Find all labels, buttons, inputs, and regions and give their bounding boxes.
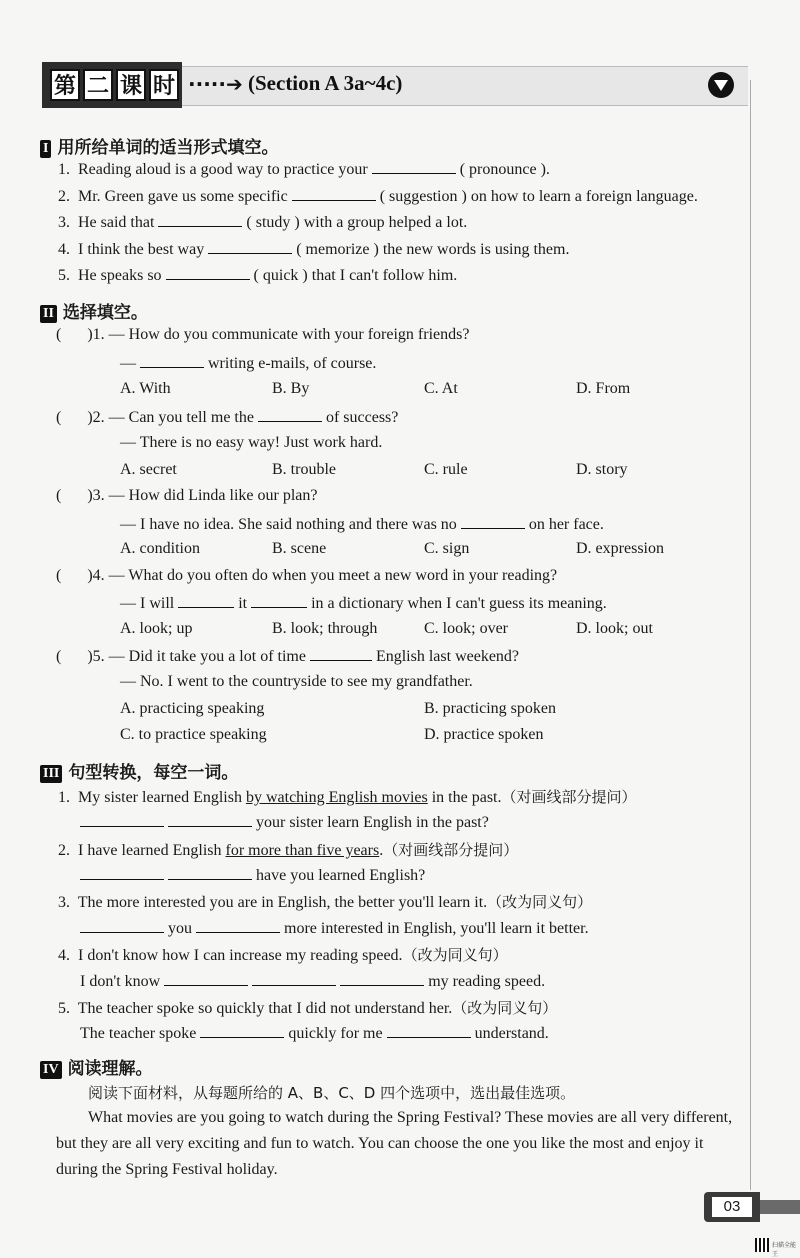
item-hint: ( memorize ) the new words is using them. <box>296 241 570 258</box>
answer-blank[interactable] <box>387 1023 471 1038</box>
s3-item-1 <box>58 786 637 807</box>
s2-q2-option-b[interactable]: B. trouble <box>272 461 336 478</box>
section-4-title: 阅读理解。 <box>67 1059 153 1079</box>
answer-blank[interactable] <box>166 265 250 280</box>
margin-line <box>750 80 751 1190</box>
s3-item-2 <box>58 839 518 860</box>
answer-blank[interactable] <box>292 186 376 201</box>
section-title: (Section A 3a~4c) <box>248 71 403 95</box>
s2-q1-option-d[interactable]: D. From <box>576 380 631 397</box>
answer-blank[interactable] <box>80 865 164 880</box>
s3-item-3-answer <box>80 918 589 938</box>
item-instruction: （改为同义句） <box>402 946 508 964</box>
s2-q3-option-d[interactable]: D. expression <box>576 540 664 557</box>
s1-item-4 <box>58 239 569 259</box>
s2-q2-stem <box>56 407 398 427</box>
item-text: He speaks so <box>78 267 162 284</box>
item-hint: ( study ) with a group helped a lot. <box>246 214 468 231</box>
s3-item-5 <box>58 997 557 1018</box>
underlined-phrase: for more than five years <box>225 842 380 859</box>
s3-item-3 <box>58 891 592 912</box>
s2-q5-answer: — No. I went to the countryside to see my grandfather. <box>120 673 473 690</box>
item-number: 5. <box>58 1000 70 1017</box>
page-number-tab <box>704 1192 760 1222</box>
s2-q5-stem <box>56 646 519 666</box>
s2-q3-answer <box>120 514 604 534</box>
dialog-text: on her face. <box>528 516 604 533</box>
answer-blank[interactable] <box>164 971 248 986</box>
dialog-text: in a dictionary when I can't guess its meaning. <box>311 595 607 612</box>
item-text: The teacher spoke so quickly that I did not understand her. <box>77 1000 453 1017</box>
s2-q1-option-c[interactable]: C. At <box>424 380 458 397</box>
s1-item-3 <box>58 212 467 232</box>
underlined-phrase: by watching English movies <box>245 789 428 806</box>
s3-item-1-answer <box>80 812 489 832</box>
s2-q1-option-b[interactable]: B. By <box>272 380 310 397</box>
s2-q5-option-d[interactable]: D. practice spoken <box>424 726 544 743</box>
answer-blank[interactable] <box>252 971 336 986</box>
answer-blank[interactable] <box>200 1023 284 1038</box>
answer-paren-open[interactable]: ( <box>56 326 62 343</box>
question-text: English last weekend? <box>375 648 520 665</box>
page-tab-tail <box>760 1200 800 1214</box>
question-text: of success? <box>325 409 399 426</box>
item-number: 3. <box>58 894 70 911</box>
answer-line-text: have you learned English? <box>256 867 426 884</box>
item-number: 5. <box>58 267 70 284</box>
question-text: — Did it take you a lot of time <box>108 648 306 665</box>
s2-q4-option-c[interactable]: C. look; over <box>424 620 508 637</box>
s2-q2-answer: — There is no easy way! Just work hard. <box>120 434 383 451</box>
scanner-watermark: 扫描全能王 <box>772 1242 797 1258</box>
qr-code-icon <box>755 1238 769 1252</box>
section-1-title: 用所给单词的适当形式填空。 <box>57 138 279 158</box>
answer-paren-open[interactable]: ( <box>56 487 62 504</box>
s2-q5-option-b[interactable]: B. practicing spoken <box>424 700 556 717</box>
answer-line-text: I don't know <box>80 973 161 990</box>
triangle-down-icon <box>708 72 734 98</box>
s2-q1-stem <box>56 326 469 344</box>
dialog-text: writing e-mails, of course. <box>208 355 377 372</box>
s3-item-4-answer <box>80 971 545 991</box>
roman-numeral-4: IV <box>40 1061 62 1079</box>
dialog-text: — I have no idea. She said nothing and there was no <box>120 516 457 533</box>
answer-blank[interactable] <box>158 212 242 227</box>
s2-q2-option-c[interactable]: C. rule <box>424 461 468 478</box>
question-number: )4. <box>87 567 105 584</box>
s2-q4-option-b[interactable]: B. look; through <box>272 620 378 637</box>
s2-q2-option-d[interactable]: D. story <box>576 461 628 478</box>
s2-q3-option-a[interactable]: A. condition <box>120 540 200 557</box>
section-1-heading <box>40 133 278 158</box>
answer-blank[interactable] <box>178 593 234 608</box>
arrow-icon: ·····➔ <box>188 72 243 96</box>
answer-blank[interactable] <box>196 918 280 933</box>
section-4-heading <box>40 1054 153 1079</box>
dialog-dash: — <box>120 355 136 372</box>
answer-blank[interactable] <box>258 407 322 422</box>
item-number: 1. <box>58 161 70 178</box>
s3-item-2-answer <box>80 865 425 885</box>
answer-line-text: understand. <box>474 1025 549 1042</box>
item-instruction: （对画线部分提问） <box>501 788 637 806</box>
s3-item-5-answer <box>80 1023 549 1043</box>
s2-q4-option-d[interactable]: D. look; out <box>576 620 653 637</box>
s2-q2-option-a[interactable]: A. secret <box>120 461 177 478</box>
answer-blank[interactable] <box>168 812 252 827</box>
answer-line-text: more interested in English, you'll learn it better. <box>284 920 589 937</box>
answer-blank[interactable] <box>251 593 307 608</box>
item-number: 2. <box>58 842 70 859</box>
item-instruction: （改为同义句） <box>452 999 558 1017</box>
answer-blank[interactable] <box>310 646 372 661</box>
s1-item-5 <box>58 265 457 285</box>
s2-q1-answer <box>120 353 376 373</box>
lesson-header <box>42 62 748 108</box>
s2-q4-option-a[interactable]: A. look; up <box>120 620 193 637</box>
item-text: My sister learned English <box>78 789 246 806</box>
s2-q4-stem <box>56 567 557 585</box>
question-number: )5. <box>87 648 105 665</box>
answer-line-text: your sister learn English in the past? <box>256 814 489 831</box>
answer-line-text: quickly for me <box>288 1025 383 1042</box>
question-number: )3. <box>87 487 105 504</box>
s2-q4-answer <box>120 593 607 613</box>
answer-line-text: my reading speed. <box>428 973 546 990</box>
s3-item-4 <box>58 944 508 965</box>
reading-instruction: 阅读下面材料，从每题所给的 A、B、C、D 四个选项中，选出最佳选项。 <box>88 1084 576 1102</box>
item-number: 4. <box>58 947 70 964</box>
item-instruction: （改为同义句） <box>487 893 593 911</box>
answer-blank[interactable] <box>140 353 204 368</box>
item-hint: ( quick ) that I can't follow him. <box>253 267 458 284</box>
answer-blank[interactable] <box>168 865 252 880</box>
item-text: . <box>379 842 384 859</box>
page-number: 03 <box>712 1197 752 1217</box>
s1-item-2 <box>58 186 698 206</box>
item-hint: ( pronounce ). <box>459 161 550 178</box>
lesson-char-3: 课 <box>116 69 146 101</box>
s2-q3-option-c[interactable]: C. sign <box>424 540 470 557</box>
question-text: — How do you communicate with your foreign friends? <box>108 326 470 343</box>
item-instruction: （对画线部分提问） <box>383 841 519 859</box>
answer-blank[interactable] <box>340 971 424 986</box>
item-number: 3. <box>58 214 70 231</box>
item-hint: ( suggestion ) on how to learn a foreign language. <box>379 188 698 205</box>
question-number: )2. <box>87 409 105 426</box>
s2-q5-option-c[interactable]: C. to practice speaking <box>120 726 267 743</box>
question-number: )1. <box>87 326 105 343</box>
s2-q3-stem <box>56 487 318 505</box>
item-text: He said that <box>78 214 155 231</box>
item-text: Reading aloud is a good way to practice your <box>78 161 368 178</box>
lesson-char-4: 时 <box>149 69 179 101</box>
item-number: 2. <box>58 188 70 205</box>
roman-numeral-2: II <box>40 305 57 323</box>
section-2-heading <box>40 298 148 323</box>
item-number: 1. <box>58 789 70 806</box>
lesson-char-2: 二 <box>83 69 113 101</box>
answer-line-text: you <box>168 920 192 937</box>
answer-blank[interactable] <box>80 918 164 933</box>
answer-line-text: The teacher spoke <box>80 1025 197 1042</box>
reading-paragraph: What movies are you going to watch during the Spring Festival? These movies are all very different, but they are all very exciting and fun to watch. You can choose the one you like the most and enjoy it during the Spring Festival holiday. <box>56 1109 733 1178</box>
item-text: I have learned English <box>78 842 226 859</box>
s2-q3-option-b[interactable]: B. scene <box>272 540 327 557</box>
section-2-title: 选择填空。 <box>62 303 148 323</box>
item-text: in the past. <box>427 789 502 806</box>
s2-q1-option-a[interactable]: A. With <box>120 380 171 397</box>
answer-blank[interactable] <box>208 239 292 254</box>
answer-paren-open[interactable]: ( <box>56 409 62 426</box>
item-text: The more interested you are in English, the better you'll learn it. <box>77 894 488 911</box>
s2-q5-option-a[interactable]: A. practicing speaking <box>120 700 265 717</box>
question-text: — What do you often do when you meet a new word in your reading? <box>108 567 558 584</box>
item-text: Mr. Green gave us some specific <box>78 188 288 205</box>
s1-item-1 <box>58 159 550 179</box>
dialog-text: it <box>238 595 248 612</box>
question-text: — How did Linda like our plan? <box>108 487 318 504</box>
section-3-heading <box>40 758 238 783</box>
answer-paren-open[interactable]: ( <box>56 567 62 584</box>
item-text: I don't know how I can increase my reading speed. <box>78 947 403 964</box>
answer-paren-open[interactable]: ( <box>56 648 62 665</box>
answer-blank[interactable] <box>372 159 456 174</box>
item-text: I think the best way <box>78 241 205 258</box>
item-number: 4. <box>58 241 70 258</box>
lesson-label-block <box>42 62 182 108</box>
lesson-char-1: 第 <box>50 69 80 101</box>
question-text: — Can you tell me the <box>108 409 254 426</box>
roman-numeral-1: I <box>40 140 51 158</box>
dialog-text: — I will <box>120 595 175 612</box>
answer-blank[interactable] <box>461 514 525 529</box>
roman-numeral-3: III <box>40 765 62 783</box>
answer-blank[interactable] <box>80 812 164 827</box>
section-3-title: 句型转换，每空一词。 <box>68 763 239 783</box>
